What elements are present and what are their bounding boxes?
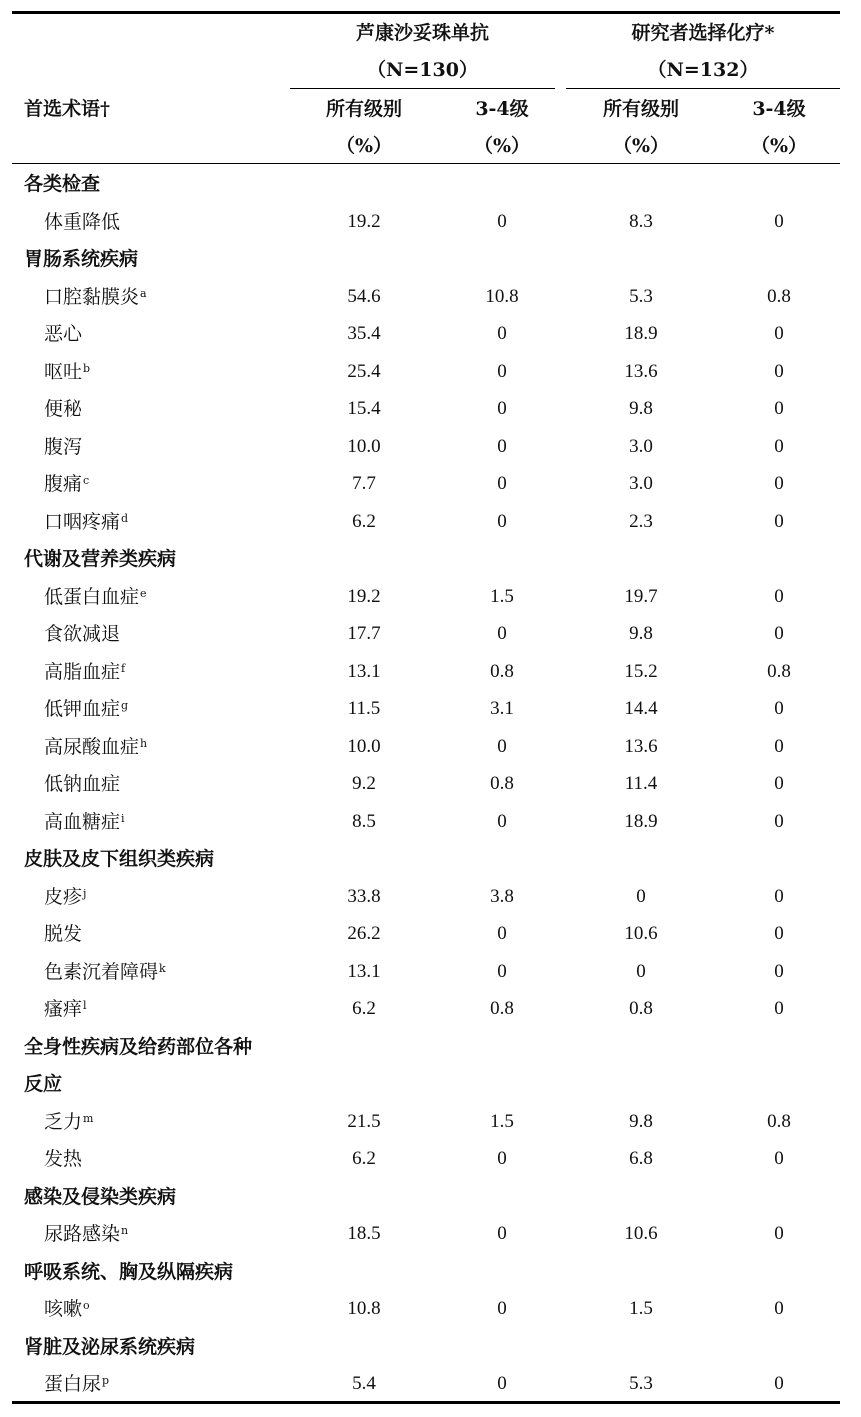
category-row: 呼吸系统、胸及纵隔疾病 — [24, 1261, 234, 1283]
group-b-all-grades-value: 13.6 — [624, 361, 658, 382]
group-a-grade34-value: 0 — [497, 923, 507, 944]
group-b-all-grades-value: 18.9 — [624, 323, 658, 344]
group-b-all-grades-value: 0.8 — [629, 998, 653, 1019]
term-cell — [44, 285, 147, 309]
group-a-grade34-value: 0 — [497, 473, 507, 494]
footnote-marker: o — [83, 1299, 90, 1312]
group-b-all-grades-value: 15.2 — [624, 661, 658, 682]
footnote-marker: k — [159, 962, 166, 975]
group-a-all-grades-value: 18.5 — [347, 1223, 381, 1244]
group-b-grade34-value: 0 — [774, 736, 784, 757]
group-a-grade34-value: 0.8 — [490, 998, 514, 1019]
group-a-all-grades-value: 9.2 — [352, 773, 376, 794]
group-b-all-grades-value: 8.3 — [629, 211, 653, 232]
term-cell — [44, 735, 147, 759]
term-label: 乏力 — [44, 1111, 83, 1133]
header-bottom-rule — [12, 163, 840, 164]
group-a-grade34-pct: （%） — [473, 135, 531, 157]
group-a-all-grades-value: 11.5 — [347, 698, 381, 719]
group-a-grade34-value: 0.8 — [490, 773, 514, 794]
footnote-marker: l — [83, 999, 87, 1012]
term-label: 低蛋白血症 — [44, 586, 140, 608]
term-label: 体重降低 — [44, 211, 121, 233]
group-a-name: 芦康沙妥珠单抗 — [355, 22, 489, 44]
term-label: 恶心 — [44, 323, 83, 345]
term-cell — [44, 585, 147, 609]
term-label: 脱发 — [44, 923, 83, 945]
term-cell — [44, 210, 120, 234]
group-b-all-grades-value: 9.8 — [629, 398, 653, 419]
term-label: 口腔黏膜炎 — [44, 286, 140, 308]
term-cell — [44, 960, 166, 984]
group-b-grade34-value: 0 — [774, 1373, 784, 1394]
group-b-all-grades-value: 18.9 — [624, 811, 658, 832]
group-a-grade34-header: 3-4级 — [475, 98, 529, 120]
footnote-marker: i — [121, 812, 125, 825]
group-b-grade34-value: 0 — [774, 961, 784, 982]
group-b-all-grades-value: 19.7 — [624, 586, 658, 607]
group-b-grade34-value: 0 — [774, 436, 784, 457]
term-cell — [44, 697, 128, 721]
term-cell — [44, 322, 82, 346]
group-b-grade34-value: 0 — [774, 886, 784, 907]
group-a-all-grades-value: 10.0 — [347, 436, 381, 457]
term-cell — [44, 1372, 109, 1396]
group-b-all-grades-value: 1.5 — [629, 1298, 653, 1319]
category-row: 全身性疾病及给药部位各种 — [24, 1036, 253, 1058]
term-label: 低钾血症 — [44, 698, 121, 720]
group-a-grade34-value: 0 — [497, 1373, 507, 1394]
group-b-grade34-value: 0 — [774, 1298, 784, 1319]
group-a-all-grades-value: 17.7 — [347, 623, 381, 644]
group-b-grade34-header: 3-4级 — [752, 98, 806, 120]
group-b-grade34-value: 0 — [774, 361, 784, 382]
category-row: 胃肠系统疾病 — [24, 248, 139, 270]
category-row: 代谢及营养类疾病 — [24, 548, 177, 570]
group-a-all-grades-value: 10.8 — [347, 1298, 381, 1319]
group-b-grade34-value: 0 — [774, 398, 784, 419]
group-a-grade34-value: 10.8 — [485, 286, 519, 307]
group-a-all-grades-value: 33.8 — [347, 886, 381, 907]
group-a-all-grades-value: 25.4 — [347, 361, 381, 382]
term-label: 食欲减退 — [44, 623, 121, 645]
group-a-grade34-value: 0 — [497, 436, 507, 457]
group-a-all-grades-value: 19.2 — [347, 211, 381, 232]
term-cell — [44, 435, 82, 459]
group-b-grade34-value: 0 — [774, 473, 784, 494]
term-cell — [44, 660, 125, 684]
group-b-all-grades-value: 3.0 — [629, 436, 653, 457]
group-b-all-grades-value: 10.6 — [624, 923, 658, 944]
term-label: 发热 — [44, 1148, 83, 1170]
group-a-all-grades-value: 8.5 — [352, 811, 376, 832]
term-label: 高尿酸血症 — [44, 736, 140, 758]
term-cell — [44, 885, 86, 909]
table-top-rule — [12, 11, 840, 14]
category-row: 感染及侵染类疾病 — [24, 1186, 177, 1208]
footnote-marker: e — [140, 587, 147, 600]
term-cell — [44, 1297, 90, 1321]
group-b-grade34-value: 0 — [774, 511, 784, 532]
group-a-all-grades-value: 6.2 — [352, 1148, 376, 1169]
group-b-grade34-value: 0.8 — [767, 661, 791, 682]
term-label: 呕吐 — [44, 361, 83, 383]
group-a-grade34-value: 0 — [497, 961, 507, 982]
group-a-all-grades-value: 21.5 — [347, 1111, 381, 1132]
group-b-all-grades-value: 9.8 — [629, 623, 653, 644]
group-b-grade34-value: 0 — [774, 698, 784, 719]
term-column-header: 首选术语† — [24, 98, 110, 120]
group-a-grade34-value: 0 — [497, 1298, 507, 1319]
footnote-marker: h — [140, 737, 148, 750]
group-b-n: （N=132） — [647, 59, 759, 81]
term-label: 高血糖症 — [44, 811, 121, 833]
group-b-all-grades-value: 3.0 — [629, 473, 653, 494]
group-b-grade34-value: 0 — [774, 211, 784, 232]
group-b-name: 研究者选择化疗* — [631, 22, 775, 44]
group-a-grade34-value: 0 — [497, 361, 507, 382]
term-label: 蛋白尿 — [44, 1373, 102, 1395]
group-a-grade34-value: 0 — [497, 736, 507, 757]
term-cell — [44, 472, 89, 496]
term-label: 尿路感染 — [44, 1223, 121, 1245]
group-b-all-grades-value: 11.4 — [624, 773, 658, 794]
group-b-all-grades-value: 9.8 — [629, 1111, 653, 1132]
group-b-grade34-value: 0.8 — [767, 286, 791, 307]
group-b-all-grades-value: 0 — [636, 961, 646, 982]
group-a-all-grades-value: 15.4 — [347, 398, 381, 419]
group-a-grade34-value: 0 — [497, 211, 507, 232]
group-b-all-grades-value: 10.6 — [624, 1223, 658, 1244]
term-cell — [44, 1222, 128, 1246]
term-label: 腹痛 — [44, 473, 83, 495]
group-a-grade34-value: 3.8 — [490, 886, 514, 907]
term-cell — [44, 360, 90, 384]
term-cell — [44, 1110, 93, 1134]
group-a-all-grades-value: 6.2 — [352, 998, 376, 1019]
term-cell — [44, 622, 120, 646]
group-a-all-grades-value: 7.7 — [352, 473, 376, 494]
footnote-marker: a — [140, 287, 147, 300]
term-label: 腹泻 — [44, 436, 83, 458]
group-b-grade34-value: 0.8 — [767, 1111, 791, 1132]
term-cell — [44, 510, 128, 534]
group-a-all-grades-header: 所有级别 — [325, 98, 402, 120]
group-a-all-grades-value: 19.2 — [347, 586, 381, 607]
group-a-underline — [290, 88, 555, 89]
group-a-all-grades-value: 35.4 — [347, 323, 381, 344]
group-b-all-grades-value: 6.8 — [629, 1148, 653, 1169]
term-cell — [44, 397, 82, 421]
term-label: 皮疹 — [44, 886, 83, 908]
group-a-grade34-value: 1.5 — [490, 1111, 514, 1132]
term-label: 咳嗽 — [44, 1298, 83, 1320]
footnote-marker: p — [102, 1374, 110, 1387]
group-a-all-grades-value: 13.1 — [347, 661, 381, 682]
group-b-grade34-value: 0 — [774, 1148, 784, 1169]
group-a-all-grades-pct: （%） — [335, 135, 393, 157]
footnote-marker: j — [83, 887, 87, 900]
group-a-n: （N=130） — [367, 59, 478, 81]
term-label: 低钠血症 — [44, 773, 121, 795]
footnote-marker: c — [83, 474, 90, 487]
group-b-grade34-value: 0 — [774, 998, 784, 1019]
group-a-all-grades-value: 13.1 — [347, 961, 381, 982]
footnote-marker: g — [121, 699, 129, 712]
group-b-grade34-value: 0 — [774, 586, 784, 607]
group-a-all-grades-value: 6.2 — [352, 511, 376, 532]
group-a-grade34-value: 0 — [497, 398, 507, 419]
group-a-grade34-value: 0 — [497, 811, 507, 832]
group-a-grade34-value: 0 — [497, 1223, 507, 1244]
category-row: 皮肤及皮下组织类疾病 — [24, 848, 215, 870]
group-a-grade34-value: 3.1 — [490, 698, 514, 719]
group-b-all-grades-value: 13.6 — [624, 736, 658, 757]
group-a-grade34-value: 0 — [497, 323, 507, 344]
term-cell — [44, 922, 82, 946]
group-b-grade34-value: 0 — [774, 773, 784, 794]
group-a-grade34-value: 0 — [497, 511, 507, 532]
footnote-marker: d — [121, 512, 129, 525]
term-label: 便秘 — [44, 398, 83, 420]
category-row: 肾脏及泌尿系统疾病 — [24, 1336, 196, 1358]
term-cell — [44, 1147, 82, 1171]
group-b-all-grades-value: 0 — [636, 886, 646, 907]
group-b-grade34-pct: （%） — [750, 135, 808, 157]
group-b-all-grades-value: 2.3 — [629, 511, 653, 532]
term-cell — [44, 997, 87, 1021]
group-b-underline — [566, 88, 840, 89]
footnote-marker: n — [121, 1224, 129, 1237]
term-label: 瘙痒 — [44, 998, 83, 1020]
group-b-all-grades-value: 5.3 — [629, 286, 653, 307]
footnote-marker: b — [83, 362, 91, 375]
term-cell — [44, 810, 125, 834]
group-b-all-grades-value: 5.3 — [629, 1373, 653, 1394]
term-cell — [44, 772, 120, 796]
footnote-marker: m — [83, 1112, 94, 1125]
group-a-grade34-value: 0 — [497, 623, 507, 644]
group-b-grade34-value: 0 — [774, 1223, 784, 1244]
term-label: 色素沉着障碍 — [44, 961, 159, 983]
footnote-marker: f — [121, 662, 126, 675]
group-b-all-grades-header: 所有级别 — [602, 98, 679, 120]
group-a-all-grades-value: 54.6 — [347, 286, 381, 307]
group-a-all-grades-value: 5.4 — [352, 1373, 376, 1394]
group-b-grade34-value: 0 — [774, 623, 784, 644]
group-a-grade34-value: 0 — [497, 1148, 507, 1169]
group-a-grade34-value: 1.5 — [490, 586, 514, 607]
group-a-grade34-value: 0.8 — [490, 661, 514, 682]
group-b-all-grades-pct: （%） — [612, 135, 670, 157]
group-b-grade34-value: 0 — [774, 323, 784, 344]
table-bottom-rule — [12, 1401, 840, 1404]
group-a-all-grades-value: 10.0 — [347, 736, 381, 757]
term-label: 高脂血症 — [44, 661, 121, 683]
group-b-grade34-value: 0 — [774, 811, 784, 832]
category-row: 各类检查 — [24, 173, 101, 195]
category-row: 反应 — [24, 1073, 63, 1095]
group-a-all-grades-value: 26.2 — [347, 923, 381, 944]
group-b-grade34-value: 0 — [774, 923, 784, 944]
term-label: 口咽疼痛 — [44, 511, 121, 533]
group-b-all-grades-value: 14.4 — [624, 698, 658, 719]
